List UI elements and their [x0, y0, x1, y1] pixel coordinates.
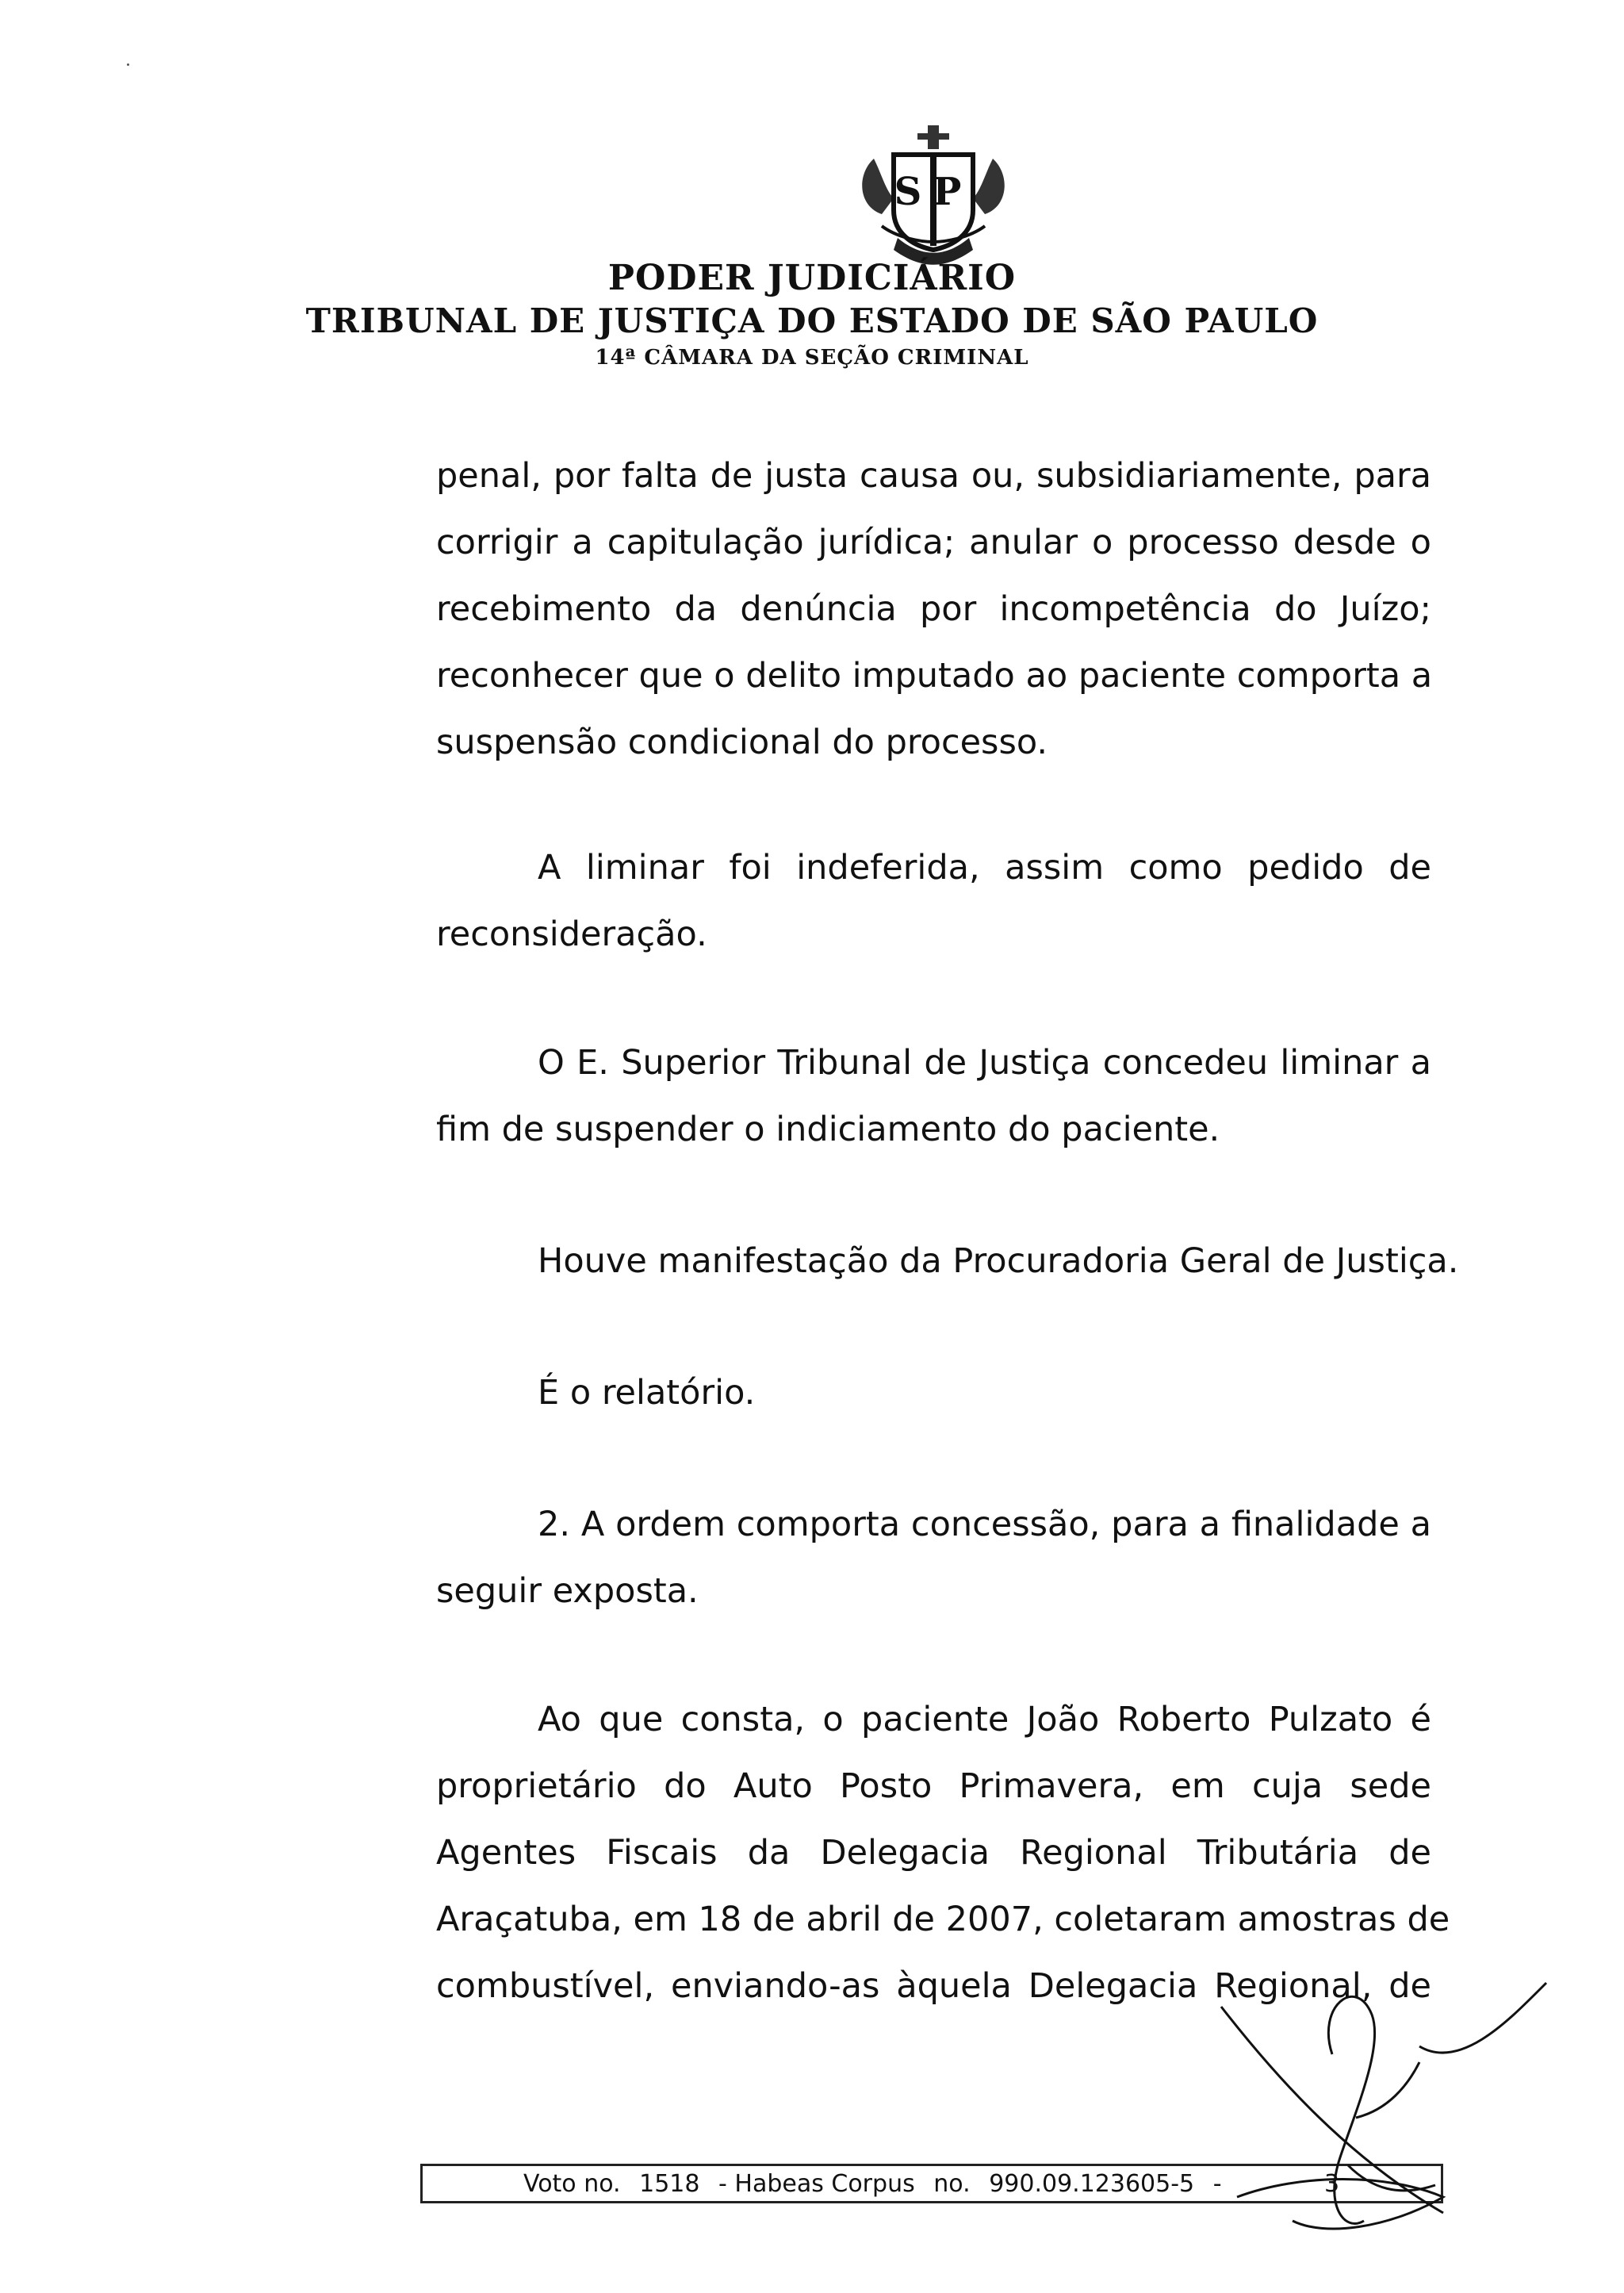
seal-letters: SP — [894, 170, 973, 214]
footer-voto-number: 1518 — [639, 2170, 700, 2198]
footer-case-number: 990.09.123605-5 — [989, 2170, 1195, 2198]
footer-separator: - — [1212, 2170, 1222, 2198]
p7-line: Ao que consta, o paciente João Roberto Pulzato é — [538, 1700, 1431, 1739]
handwritten-signature — [1205, 1959, 1554, 2276]
p1-line: recebimento da denúncia por incompetência do Juízo; — [436, 589, 1431, 629]
scan-speck — [127, 63, 129, 66]
p1-line: penal, por falta de justa causa ou, subsidiariamente, para — [436, 456, 1431, 496]
header-poder-judiciario: PODER JUDICIÁRIO — [607, 258, 1017, 298]
sao-paulo-coat-of-arms-seal — [850, 119, 1017, 278]
header-tribunal: TRIBUNAL DE JUSTIÇA DO ESTADO DE SÃO PAULO — [305, 301, 1319, 340]
p7-line: proprietário do Auto Posto Primavera, em cuja sede — [436, 1766, 1431, 1806]
p1-line: corrigir a capitulação jurídica; anular o processo desde o — [436, 523, 1431, 562]
p2-line: A liminar foi indeferida, assim como pedido de — [538, 848, 1431, 888]
footer-voto-label: Voto no. — [523, 2170, 621, 2198]
footer-reference — [523, 2167, 1233, 2202]
footer-case-no-label: no. — [933, 2170, 971, 2198]
p1-line: reconhecer que o delito imputado ao paciente comporta a — [436, 656, 1433, 696]
p6-line: 2. A ordem comporta concessão, para a finalidade a — [538, 1505, 1431, 1544]
p7-line: Araçatuba, em 18 de abril de 2007, coletaram amostras de — [436, 1900, 1450, 1939]
p5-line: É o relatório. — [538, 1373, 756, 1413]
p6-line: seguir exposta. — [436, 1571, 699, 1611]
p3-line: fim de suspender o indiciamento do paciente. — [436, 1110, 1220, 1149]
header-camara: 14ª CÂMARA DA SEÇÃO CRIMINAL — [595, 346, 1029, 370]
p3-line: O E. Superior Tribunal de Justiça concedeu liminar a — [538, 1043, 1431, 1083]
footer-case-label: - Habeas Corpus — [718, 2170, 915, 2198]
page-number: 3 — [1324, 2170, 1340, 2198]
p1-line: suspensão condicional do processo. — [436, 723, 1048, 762]
p7-line: Agentes Fiscais da Delegacia Regional Tributária de — [436, 1833, 1431, 1873]
p4-line: Houve manifestação da Procuradoria Geral de Justiça. — [538, 1241, 1459, 1281]
p2-line: reconsideração. — [436, 915, 707, 954]
p7-line: combustível, enviando-as àquela Delegacia Regional, de — [436, 1966, 1431, 2006]
